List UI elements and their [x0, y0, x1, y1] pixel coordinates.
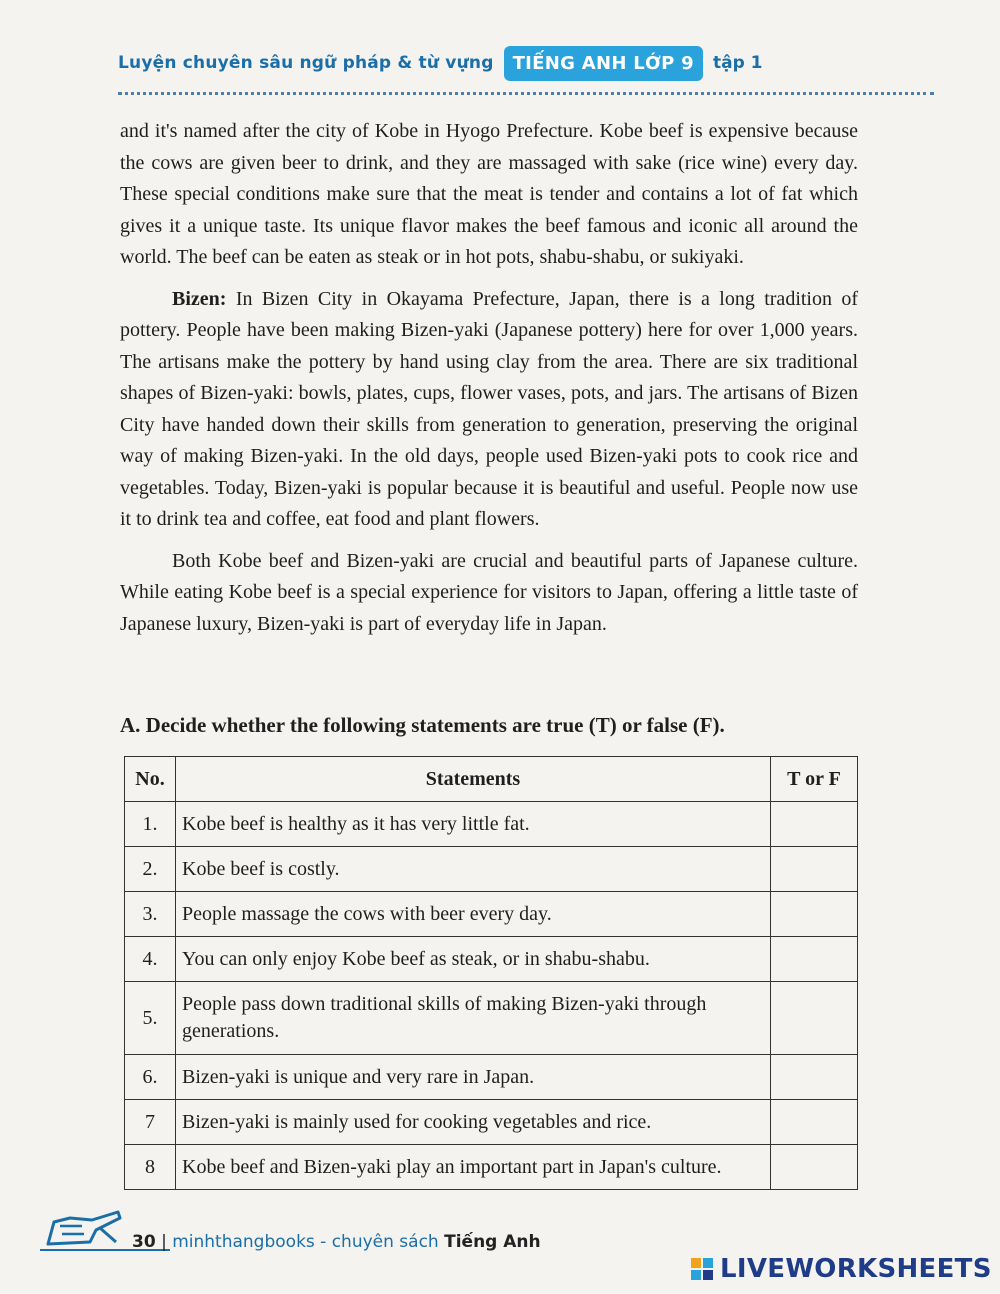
- page-footer: [40, 1208, 600, 1264]
- answer-cell[interactable]: [771, 847, 858, 892]
- statement-text: Kobe beef is healthy as it has very little fat.: [176, 802, 771, 847]
- liveworksheets-watermark: [690, 1252, 992, 1286]
- statement-text: Kobe beef is costly.: [176, 847, 771, 892]
- volume-label: tập 1: [712, 53, 763, 73]
- answer-cell[interactable]: [771, 1145, 858, 1190]
- statement-text: You can only enjoy Kobe beef as steak, or in shabu-shabu.: [176, 937, 771, 982]
- row-number: 8: [125, 1145, 176, 1190]
- paragraph-bizen: [120, 284, 858, 536]
- answer-cell[interactable]: [771, 982, 858, 1055]
- table-header-row: [125, 757, 858, 802]
- table-row: [125, 1145, 858, 1190]
- liveworksheets-logo-icon: [690, 1257, 714, 1281]
- row-number: 4.: [125, 937, 176, 982]
- footer-text: [132, 1232, 541, 1252]
- table-row: [125, 802, 858, 847]
- header-answer: T or F: [771, 757, 858, 802]
- statement-text: Bizen-yaki is mainly used for cooking vegetables and rice.: [176, 1100, 771, 1145]
- row-number: 3.: [125, 892, 176, 937]
- true-false-table: [124, 756, 858, 1190]
- answer-cell[interactable]: [771, 802, 858, 847]
- bizen-label: Bizen:: [172, 287, 227, 310]
- exercise-title: A. Decide whether the following statements are true (T) or false (F).: [120, 713, 725, 737]
- page-number: 30: [132, 1232, 156, 1252]
- table-row: [125, 1055, 858, 1100]
- answer-cell[interactable]: [771, 892, 858, 937]
- reading-passage: [120, 116, 858, 650]
- bizen-text: In Bizen City in Okayama Prefecture, Japan, there is a long tradition of pottery. People have been making Bizen-yaki (Japanese pottery) here for over 1,000 years. The artisans make the pottery by hand using clay from the area. There are six traditional shapes of Bizen-yaki: bowls, plates, cups, flower vases, pots, and jars. The artisans of Bizen City have handed down their skills from generation to generation, preserving the original way of making Bizen-yaki. In the old days, people used Bizen-yaki pots to cook rice and vegetables. Today, Bizen-yaki is popular because it is beautiful and useful. People now use it to drink tea and coffee, eat food and plant flowers.: [120, 287, 859, 530]
- writing-hand-icon: [40, 1208, 124, 1252]
- publisher-brand: Tiếng Anh: [444, 1232, 541, 1252]
- book-badge: TIẾNG ANH LỚP 9: [504, 46, 703, 81]
- answer-cell[interactable]: [771, 1100, 858, 1145]
- table-row: [125, 937, 858, 982]
- page-header: [118, 38, 762, 88]
- row-number: 6.: [125, 1055, 176, 1100]
- row-number: 5.: [125, 982, 176, 1055]
- header-divider: [118, 92, 934, 95]
- statement-text: Kobe beef and Bizen-yaki play an important part in Japan's culture.: [176, 1145, 771, 1190]
- table-row: [125, 982, 858, 1055]
- row-number: 1.: [125, 802, 176, 847]
- answer-cell[interactable]: [771, 1055, 858, 1100]
- row-number: 2.: [125, 847, 176, 892]
- paragraph-conclusion: Both Kobe beef and Bizen-yaki are crucial and beautiful parts of Japanese culture. While eating Kobe beef is a special experience for visitors to Japan, offering a little taste of Japanese luxury, Bizen-yaki is part of everyday life in Japan.: [120, 549, 858, 635]
- series-title: Luyện chuyên sâu ngữ pháp & từ vựng: [118, 53, 494, 73]
- paragraph-kobe: and it's named after the city of Kobe in Hyogo Prefecture. Kobe beef is expensive because the cows are given beer to drink, and they are massaged with sake (rice wine) every day. These special conditions make sure that the meat is tender and contains a lot of fat which gives it a unique taste. Its unique flavor makes the beef famous and iconic all around the world. The beef can be eaten as steak or in hot pots, shabu-shabu, or sukiyaki.: [120, 120, 858, 268]
- statement-text: People massage the cows with beer every day.: [176, 892, 771, 937]
- header-no: No.: [125, 757, 176, 802]
- statement-text: People pass down traditional skills of making Bizen-yaki through generations.: [176, 982, 771, 1055]
- table-row: [125, 1100, 858, 1145]
- publisher-name: minhthangbooks - chuyên sách: [172, 1232, 439, 1252]
- statement-text: Bizen-yaki is unique and very rare in Japan.: [176, 1055, 771, 1100]
- footer-separator: |: [161, 1232, 167, 1252]
- header-statements: Statements: [176, 757, 771, 802]
- table-row: [125, 892, 858, 937]
- table-row: [125, 847, 858, 892]
- watermark-text: LIVEWORKSHEETS: [720, 1254, 992, 1284]
- row-number: 7: [125, 1100, 176, 1145]
- answer-cell[interactable]: [771, 937, 858, 982]
